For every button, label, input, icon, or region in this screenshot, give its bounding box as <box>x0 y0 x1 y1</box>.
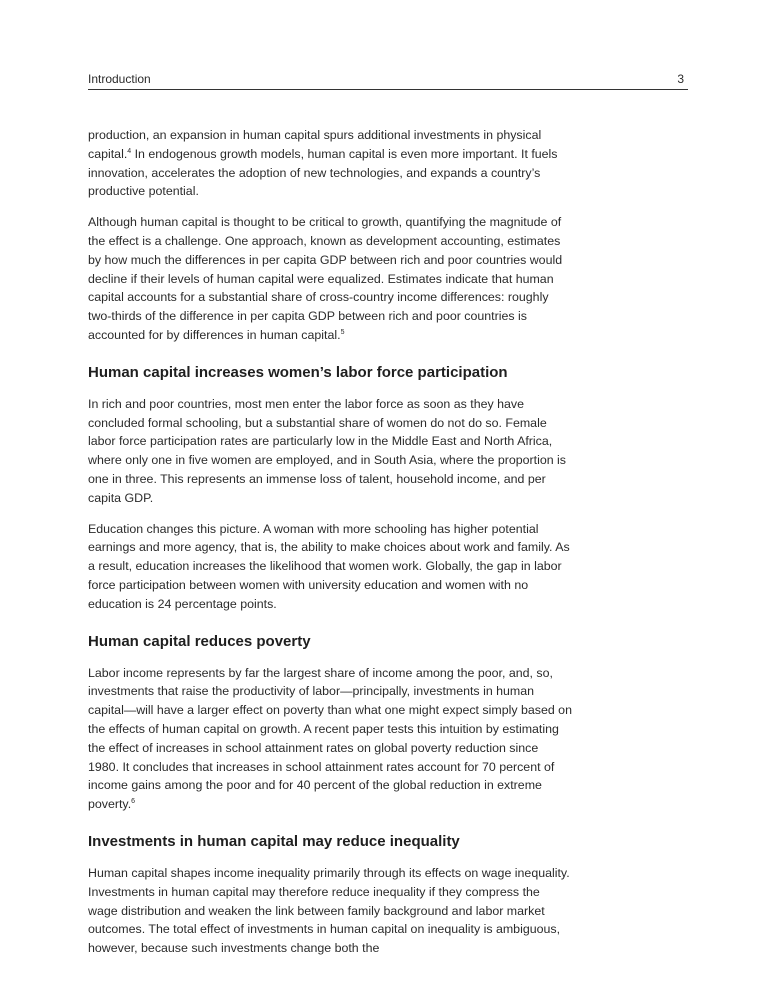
paragraph-labor-income <box>88 664 572 814</box>
footnote-ref-6[interactable]: 6 <box>131 797 136 805</box>
heading-reduce-inequality: Investments in human capital may reduce inequality <box>88 832 460 850</box>
paragraph-text: In endogenous growth models, human capital is even more important. It fuels innovation, accelerates the adoption of new technologies, and expands a country’s productive potential. <box>88 146 558 199</box>
page-body <box>88 126 572 970</box>
paragraph-income-inequality: Human capital shapes income inequality primarily through its effects on wage inequality. Investments in human capital may therefore reduce inequality if they compress the wage distribution and weaken the link between family background and labor market outcomes. The total effect of investments in human capital on inequality is ambiguous, however, because such investments change both the <box>88 865 570 956</box>
paragraph-text: production, an expansion in human capital spurs additional investments in physical capital. <box>88 128 542 161</box>
paragraph-text: Although human capital is thought to be critical to growth, quantifying the magnitude of the effect is a challenge. One approach, known as development accounting, estimates by how much the differences in per capita GDP between rich and poor countries would decline if their levels of human capital were equalized. Estimates indicate that human capital accounts for a substantial share of cross-country income differences: roughly two-thirds of the difference in per capita GDP between rich and poor countries is accounted for by differences in human capital. <box>88 215 563 342</box>
heading-reduces-poverty: Human capital reduces poverty <box>88 632 311 650</box>
paragraph-development-accounting <box>88 213 572 345</box>
heading-women-labor-force: Human capital increases women’s labor force participation <box>88 363 508 381</box>
paragraph-education-changes: Education changes this picture. A woman with more schooling has higher potential earnings and more agency, that is, the ability to make choices about work and family. As a result, education increases the likelihood that women work. Globally, the gap in labor force participation between women with university education and women with no education is 24 percentage points. <box>88 521 570 611</box>
page-number: 3 <box>677 72 684 86</box>
paragraph-capital-investment <box>88 126 572 201</box>
paragraph-text: Labor income represents by far the largest share of income among the poor, and, so, investments that raise the productivity of labor—principally, investments in human capital—will have a larger effect on poverty than what one might expect simply based on the effects of human capital on growth. A recent paper tests this intuition by estimating the effect of increases in school attainment rates on global poverty reduction since 1980. It concludes that increases in school attainment rates account for 70 percent of income gains among the poor and for 40 percent of the global reduction in extreme poverty. <box>88 665 572 812</box>
running-header <box>88 71 688 90</box>
running-header-section: Introduction <box>88 72 151 86</box>
footnote-ref-4[interactable]: 4 <box>127 147 132 155</box>
footnote-ref-5[interactable]: 5 <box>340 328 345 336</box>
paragraph-women-labor: In rich and poor countries, most men enter the labor force as soon as they have concluded formal schooling, but a substantial share of women do not do so. Female labor force participation rates are particularly low in the Middle East and North Africa, where only one in five women are employed, and in South Asia, where the proportion is one in three. This represents an immense loss of talent, household income, and per capita GDP. <box>88 396 567 505</box>
